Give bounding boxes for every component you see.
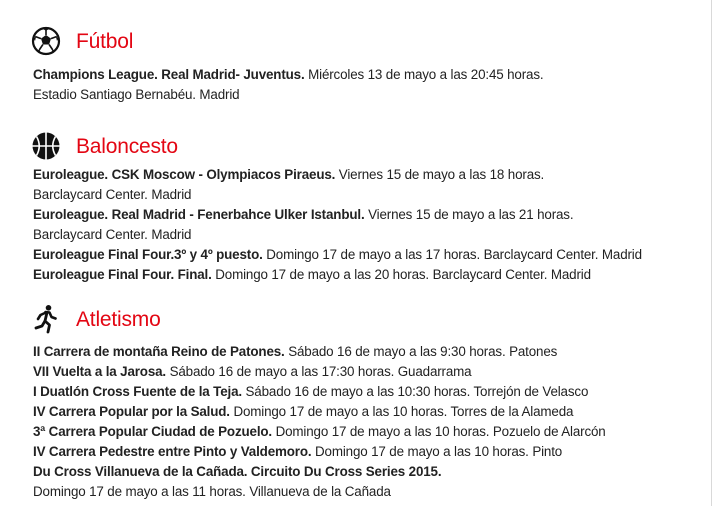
list-item <box>33 205 705 245</box>
list-item <box>33 65 705 105</box>
list-item <box>33 265 705 285</box>
section-header <box>31 129 705 163</box>
section-baloncesto <box>31 129 705 285</box>
event-detail: Domingo 17 de mayo a las 10 horas. Pozuelo de Alarcón <box>272 424 606 439</box>
list-item <box>33 402 705 422</box>
event-detail: Barclaycard Center. Madrid <box>33 227 192 242</box>
event-list <box>31 342 705 502</box>
event-detail: Viernes 15 de mayo a las 21 horas. <box>364 207 574 222</box>
event-name: Euroleague. Real Madrid - Fenerbahce Ulker Istanbul. <box>33 207 365 222</box>
section-atletismo <box>31 302 705 502</box>
section-header <box>31 302 705 336</box>
list-item <box>33 422 705 442</box>
event-name: I Duatlón Cross Fuente de la Teja. <box>33 384 242 399</box>
event-name: Euroleague. CSK Moscow - Olympiacos Piraeus. <box>33 167 336 182</box>
event-name: Champions League. Real Madrid- Juventus. <box>33 67 305 82</box>
list-item <box>33 462 705 502</box>
section-title: Baloncesto <box>76 134 178 158</box>
list-item <box>33 342 705 362</box>
event-name: Euroleague Final Four. Final. <box>33 267 212 282</box>
event-name: 3ª Carrera Popular Ciudad de Pozuelo. <box>33 424 273 439</box>
event-detail: Barclaycard Center. Madrid <box>33 187 192 202</box>
section-futbol <box>31 24 705 105</box>
list-item <box>33 165 705 205</box>
event-detail: Sábado 16 de mayo a las 17:30 horas. Guadarrama <box>166 364 472 379</box>
event-list <box>31 165 705 285</box>
list-item <box>33 245 705 265</box>
event-name: Du Cross Villanueva de la Cañada. Circuito Du Cross Series 2015. <box>33 464 442 479</box>
runner-icon <box>31 304 61 334</box>
basketball-icon <box>31 131 61 161</box>
event-name: IV Carrera Pedestre entre Pinto y Valdemoro. <box>33 444 312 459</box>
event-detail: Sábado 16 de mayo a las 10:30 horas. Torrejón de Velasco <box>241 384 589 399</box>
list-item <box>33 382 705 402</box>
section-title: Atletismo <box>76 307 161 331</box>
event-detail: Domingo 17 de mayo a las 11 horas. Villanueva de la Cañada <box>33 484 391 499</box>
event-name: Euroleague Final Four.3º y 4º puesto. <box>33 247 263 262</box>
soccer-ball-icon <box>31 26 61 56</box>
event-detail: Domingo 17 de mayo a las 10 horas. Torres de la Alameda <box>229 404 574 419</box>
event-list <box>31 65 705 105</box>
event-detail: Estadio Santiago Bernabéu. Madrid <box>33 87 240 102</box>
list-item <box>33 442 705 462</box>
event-detail: Domingo 17 de mayo a las 20 horas. Barclaycard Center. Madrid <box>211 267 591 282</box>
event-name: II Carrera de montaña Reino de Patones. <box>33 344 285 359</box>
event-detail: Domingo 17 de mayo a las 17 horas. Barclaycard Center. Madrid <box>262 247 642 262</box>
event-name: IV Carrera Popular por la Salud. <box>33 404 230 419</box>
event-name: VII Vuelta a la Jarosa. <box>33 364 167 379</box>
event-detail: Sábado 16 de mayo a las 9:30 horas. Patones <box>284 344 558 359</box>
section-title: Fútbol <box>76 29 134 53</box>
list-item <box>33 362 705 382</box>
section-header <box>31 24 705 58</box>
event-detail: Viernes 15 de mayo a las 18 horas. <box>335 167 545 182</box>
event-detail: Miércoles 13 de mayo a las 20:45 horas. <box>304 67 544 82</box>
event-detail: Domingo 17 de mayo a las 10 horas. Pinto <box>311 444 563 459</box>
